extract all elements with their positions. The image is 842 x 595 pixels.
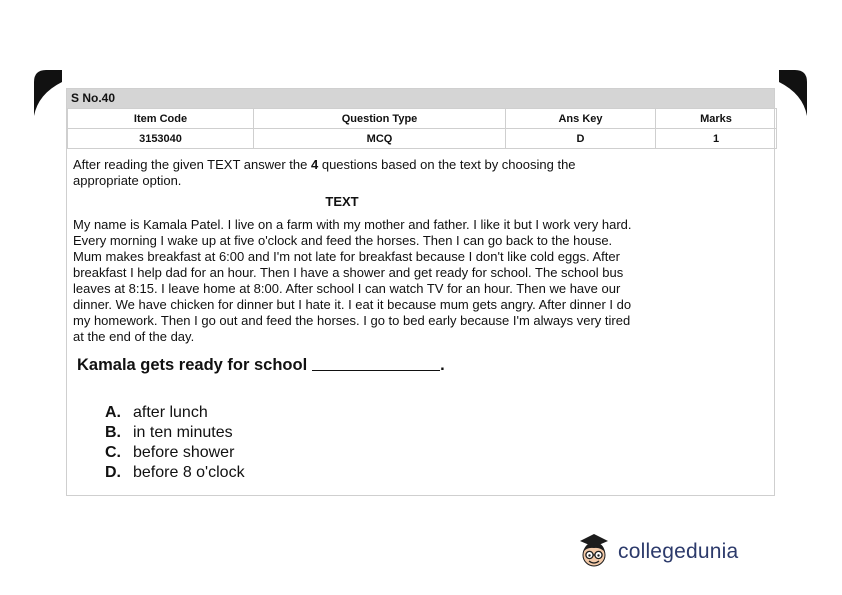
- instructions: [73, 157, 633, 189]
- option-c[interactable]: [105, 443, 774, 463]
- answer-options: [105, 403, 774, 483]
- corner-bracket-right: [779, 70, 807, 116]
- meta-table: [67, 108, 777, 149]
- meta-value-row: [68, 129, 777, 149]
- option-b[interactable]: [105, 423, 774, 443]
- option-d[interactable]: [105, 463, 774, 483]
- option-text: after lunch: [133, 404, 208, 421]
- item-code-value: 3153040: [68, 129, 254, 149]
- text-heading: TEXT: [325, 194, 359, 209]
- header-question-type: Question Type: [254, 109, 506, 129]
- question-type-value: MCQ: [254, 129, 506, 149]
- option-letter: C.: [105, 444, 121, 461]
- option-text: in ten minutes: [133, 424, 233, 441]
- meta-header-row: [68, 109, 777, 129]
- question-text: Kamala gets ready for school: [77, 356, 308, 374]
- option-text: before shower: [133, 444, 235, 461]
- question-end: .: [440, 356, 445, 374]
- option-a[interactable]: [105, 403, 774, 423]
- corner-bracket-left: [34, 70, 62, 116]
- answer-blank: [312, 355, 440, 371]
- header-ans-key: Ans Key: [506, 109, 656, 129]
- question-stem: [77, 355, 774, 375]
- header-marks: Marks: [656, 109, 777, 129]
- collegedunia-logo: [576, 532, 738, 572]
- instructions-after: questions based on the text by choosing the appropriate option.: [73, 157, 576, 188]
- serial-number: S No.40: [67, 89, 774, 108]
- brand-name: collegedunia: [618, 540, 739, 563]
- option-letter: A.: [105, 404, 121, 421]
- header-item-code: Item Code: [68, 109, 254, 129]
- question-count: 4: [311, 157, 319, 172]
- instructions-before: After reading the given TEXT answer the: [73, 157, 311, 172]
- option-text: before 8 o'clock: [133, 464, 245, 481]
- option-letter: B.: [105, 424, 121, 441]
- student-mascot-icon: [576, 532, 612, 572]
- reading-passage: My name is Kamala Patel. I live on a farm with my mother and father. I like it but I work very hard. Every morning I wake up at five o'clock and feed the horses. Then I can go back to the house. Mum makes breakfast at 6:00 and I'm not late for breakfast because I don't like cold eggs. After breakfast I help dad for an hour. Then I have a shower and get ready for school. The school bus leaves at 8:15. I leave home at 8:00. After school I can watch TV for an hour. Then we have our dinner. We have chicken for dinner but I hate it. I eat it because mum gets angry. After dinner I do my homework. Then I go out and feed the horses. I go to bed early because I'm always very tired at the end of the day.: [73, 217, 632, 344]
- option-letter: D.: [105, 464, 121, 481]
- marks-value: 1: [656, 129, 777, 149]
- ans-key-value: D: [506, 129, 656, 149]
- question-document: [66, 88, 775, 496]
